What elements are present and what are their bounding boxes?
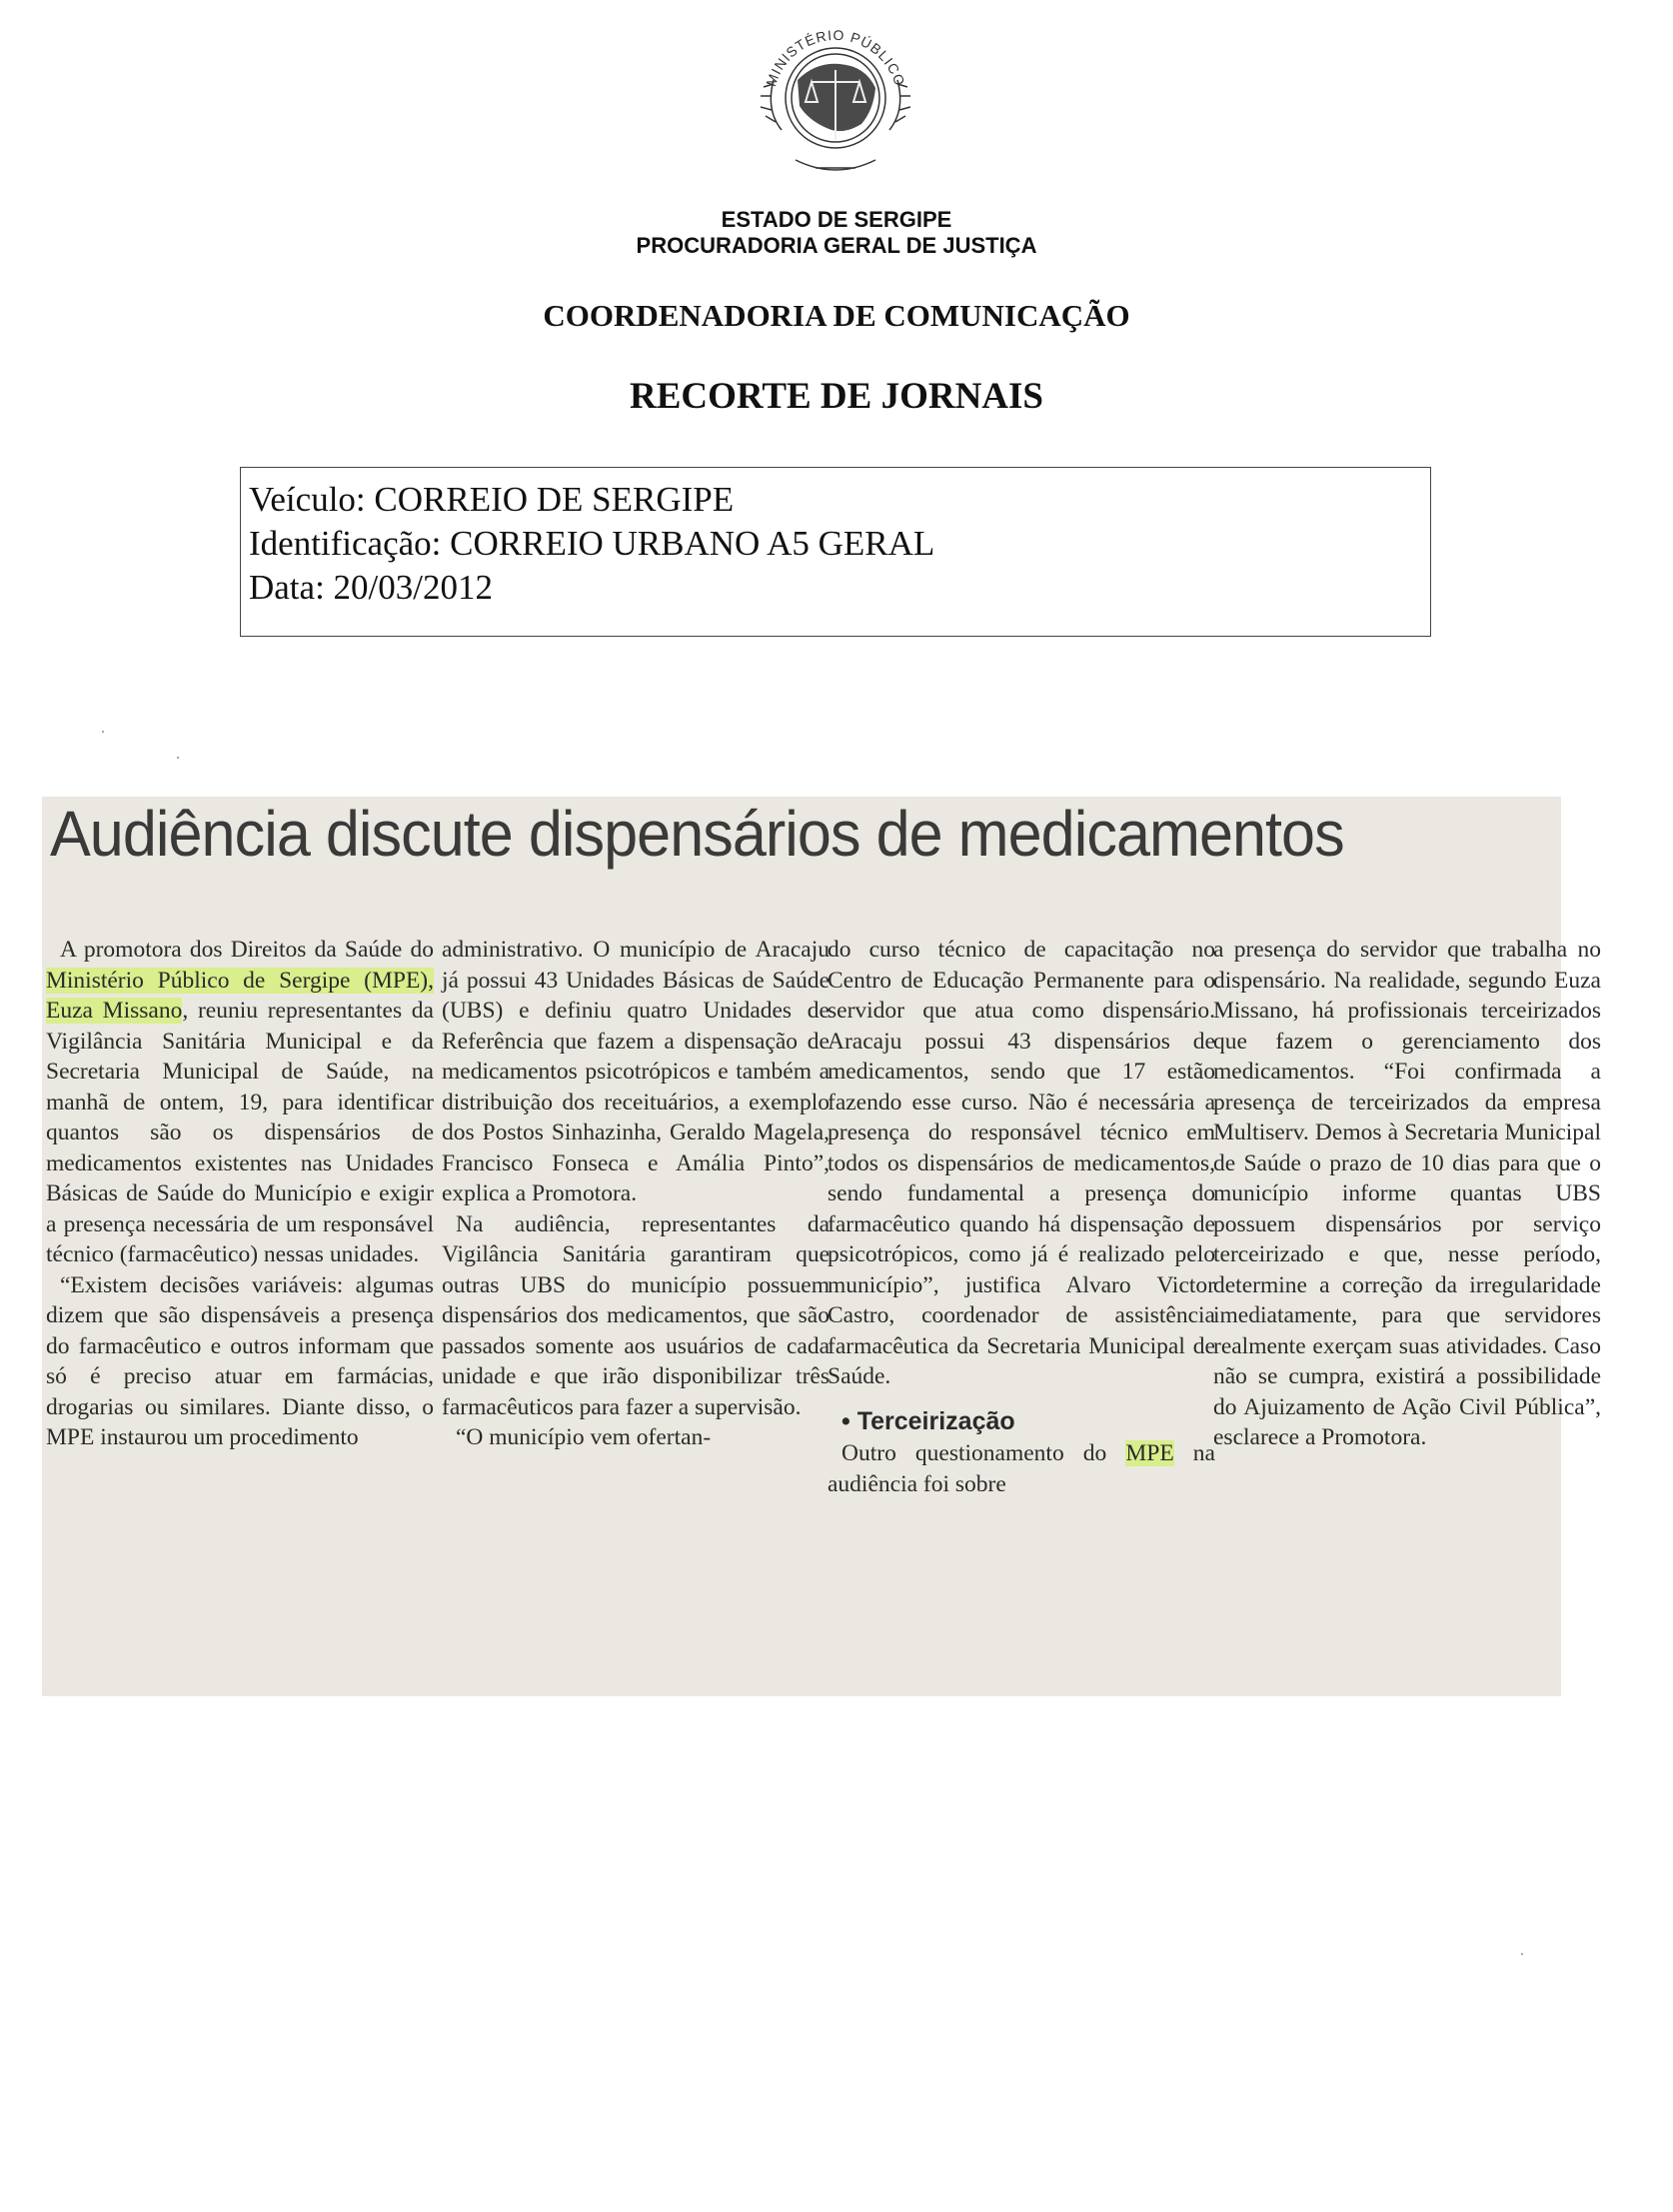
ministerio-publico-seal: [736, 10, 935, 190]
article-paragraph: Outro questionamento do MPE na audiência foi sobre: [828, 1440, 1215, 1497]
article-paragraph: “O município vem ofertan-: [456, 1424, 712, 1450]
article-paragraph: “Existem decisões variáveis: algumas dizem que são dispensáveis a presença do farmacêutico e outros informam que só é preciso atuar em farmácias, drogarias ou similares. Diante disso, o MPE instaurou um procedimento: [46, 1271, 434, 1450]
article-column-1: [46, 935, 434, 1453]
scan-speck: ·: [175, 748, 181, 768]
info-date: Data: 20/03/2012: [249, 568, 493, 607]
article-subheading: • Terceirização: [841, 1406, 1015, 1435]
article-paragraph: A promotora dos Direitos da Saúde do Ministério Público de Sergipe (MPE), Euza Missano, reuniu representantes da Vigilância Sanitária Municipal e da Secretaria Municipal de Saúde, na manhã de ontem, 19, para identificar quantos são os dispensários de medicamentos existentes nas Unidades Básicas de Saúde do Município e exigir a presença necessária de um responsável técnico (farmacêutico) nessas unidades.: [46, 937, 434, 1267]
article-paragraph: administrativo. O município de Aracaju já possui 43 Unidades Básicas de Saúde (UBS) e definiu quatro Unidades de Referência que fazem a dispensação de medicamentos psicotrópicos e também a distribuição dos receituários, a exemplo dos Postos Sinhazinha, Geraldo Magela, Francisco Fonseca e Amália Pinto”, explica a Promotora.: [442, 937, 830, 1206]
highlighted-text: MPE: [1125, 1440, 1174, 1466]
scan-speck: ·: [100, 722, 106, 742]
info-vehicle: Veículo: CORREIO DE SERGIPE: [249, 480, 735, 519]
article-paragraph: do curso técnico de capacitação no Centro de Educação Permanente para o servidor que atua como dispensário. Aracaju possui 43 dispensários de medicamentos, sendo que 17 estão fazendo esse curso. Não é necessária a presença do responsável técnico em todos os dispensários de medicamentos, sendo fundamental a presença do farmacêutico quando há dispensação de psicotrópicos, como já é realizado pelo município”, justifica Alvaro Victor Castro, coordenador de assistência farmacêutica da Secretaria Municipal de Saúde.: [828, 937, 1215, 1389]
article-paragraph: Na audiência, representantes da Vigilância Sanitária garantiram que outras UBS do município possuem dispensários dos medicamentos, que são passados somente aos usuários de cada unidade e que irão disponibilizar três farmacêuticos para fazer a supervisão.: [442, 1210, 830, 1420]
header-department: COORDENADORIA DE COMUNICAÇÃO: [543, 298, 1130, 333]
header-state: ESTADO DE SERGIPE: [721, 207, 952, 232]
clipping-info-box: [240, 467, 1431, 637]
article-paragraph: a presença do servidor que trabalha no dispensário. Na realidade, segundo Euza Missano, há profissionais terceirizados que fazem o gerenciamento dos medicamentos. “Foi confirmada a presença de terceirizados da empresa Multiserv. Demos à Secretaria Municipal de Saúde o prazo de 10 dias para que o município informe quantas UBS possuem dispensários por serviço terceirizado e que, nesse período, determine a correção da irregularidade imediatamente, para que servidores realmente exerçam suas atividades. Caso não se cumpra, existirá a possibilidade do Ajuizamento de Ação Civil Pública”, esclarece a Promotora.: [1213, 937, 1601, 1450]
newspaper-clipping: [42, 797, 1601, 1696]
info-identification: Identificação: CORREIO URBANO A5 GERAL: [249, 524, 935, 563]
scan-speck: ·: [1519, 1944, 1525, 1964]
svg-text:MINISTÉRIO PÚBLICO: MINISTÉRIO PÚBLICO: [763, 26, 908, 89]
article-column-2: [442, 935, 830, 1453]
article-headline: Audiência discute dispensários de medicamentos: [50, 798, 1344, 870]
highlighted-text: Ministério Público de Sergipe (MPE), Euza Missano: [46, 967, 434, 1024]
article-column-3: [828, 935, 1215, 1499]
header-office: PROCURADORIA GERAL DE JUSTIÇA: [636, 233, 1037, 258]
header-section: RECORTE DE JORNAIS: [630, 376, 1043, 417]
article-column-4: [1213, 935, 1601, 1453]
